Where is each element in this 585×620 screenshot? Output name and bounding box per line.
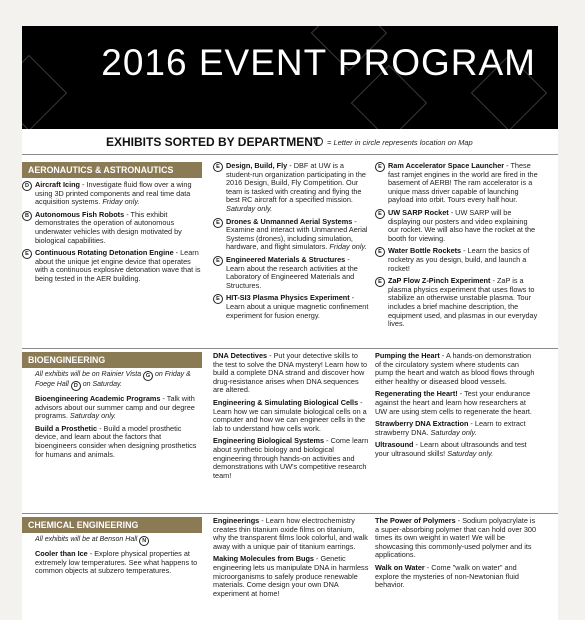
- exhibit-title: UW SARP Rocket: [388, 207, 449, 217]
- exhibit-desc: - ZaP is a plasma physics experiment that uses flows to stabilize an otherwise unstable plasma. Tour includes a brief machine description, the equipment used, and plasmas in our everyday lives.: [388, 276, 538, 329]
- circle-icon: [314, 137, 323, 146]
- section-bioengineering: [22, 352, 558, 512]
- column-1: [22, 517, 202, 580]
- exhibit-item: [375, 517, 539, 560]
- exhibit-item: [375, 277, 539, 329]
- exhibit-title: Pumping the Heart: [375, 351, 440, 360]
- exhibit-desc: - UW SARP will be displaying our posters and video explaining our rocket. We will also have the rocket at the booth for viewing.: [388, 207, 536, 243]
- exhibit-item: [375, 352, 539, 386]
- exhibit-title: Ram Accelerator Space Launcher: [388, 161, 505, 170]
- exhibit-title: Regenerating the Heart!: [375, 389, 458, 399]
- exhibit-item: [213, 555, 369, 598]
- exhibit-item: [22, 249, 202, 283]
- exhibit-title: Water Bottle Rockets: [388, 246, 462, 256]
- exhibit-desc: - Examine and interact with Unmanned Aerial Systems (drones), including simulation, hardware, and flight simulators.: [226, 216, 368, 252]
- exhibit-day: Saturday only.: [428, 427, 477, 437]
- location-letter: E: [22, 249, 32, 259]
- exhibit-desc: - Learn the basics of rocketry as you design, build, and launch a rocket!: [388, 246, 530, 273]
- section-chemical-engineering: [22, 517, 558, 617]
- section-aeronautics: [22, 162, 558, 342]
- dept-label-aeronautics: AERONAUTICS & ASTRONAUTICS: [22, 162, 202, 178]
- page-title: 2016 EVENT PROGRAM: [101, 42, 536, 83]
- location-letter: E: [213, 256, 223, 266]
- exhibit-item: [22, 181, 202, 207]
- exhibit-item: [213, 437, 369, 480]
- exhibit-item: [213, 294, 369, 320]
- exhibit-desc: - Come "walk on water" and explore the mysteries of non-Newtonian fluid behavior.: [375, 562, 519, 590]
- exhibit-item: [375, 209, 539, 243]
- location-letter: D: [22, 181, 32, 191]
- note-text: All exhibits will be on Rainier Vista: [35, 371, 142, 378]
- exhibit-desc: - Test your endurance against the heart and learn how researchers at UW are using stem cells to regenerate the heart.: [375, 389, 532, 416]
- exhibit-title: Design, Build, Fly: [226, 161, 288, 170]
- exhibit-item: [22, 425, 202, 459]
- exhibit-day: Saturday only.: [445, 448, 494, 458]
- exhibit-title: ZaP Flow Z-Pinch Experiment: [388, 276, 491, 286]
- exhibit-title: Walk on Water: [375, 562, 425, 572]
- exhibit-day: Saturday only.: [67, 411, 116, 421]
- exhibit-item: [22, 211, 202, 245]
- exhibit-title: Ultrasound: [375, 440, 414, 450]
- location-note: [22, 536, 202, 546]
- exhibit-title: Engineering & Simulating Biological Cells: [213, 397, 359, 407]
- exhibit-desc: - These fast ramjet engines in the world are fired in the basement of AERB! The ram accelerator is a unique mass driver capable of launching payload into orbit. Tours every half hour.: [388, 161, 538, 205]
- exhibit-title: Build a Prosthetic: [35, 423, 98, 433]
- exhibit-item: [375, 564, 539, 590]
- exhibit-title: Autonomous Fish Robots: [35, 209, 125, 219]
- exhibit-item: [375, 420, 539, 437]
- location-letter: B: [22, 211, 32, 221]
- exhibit-desc: - Learn about the research activities at the Laboratory of Engineered Materials and Structures.: [226, 254, 358, 290]
- exhibit-title: Bioengineering Academic Programs: [35, 394, 161, 403]
- exhibit-item: [375, 390, 539, 416]
- location-letter: E: [375, 162, 385, 172]
- exhibit-desc: - Come learn about synthetic biology and biological engineering through hands-on activities and demonstrations with UW's competitive research team!: [213, 436, 369, 480]
- exhibit-desc: - Learn to extract strawberry DNA.: [375, 419, 526, 437]
- location-letter: N: [139, 536, 149, 546]
- exhibit-title: DNA Detectives: [213, 351, 268, 360]
- exhibit-desc: - Learn how we can simulate biological cells on a computer and how we can engineer cells in the lab to understand how cells work.: [213, 397, 367, 433]
- header-banner: [22, 26, 558, 129]
- location-letter: G: [143, 371, 153, 381]
- note-text: All exhibits will be at Benson Hall: [35, 536, 138, 543]
- exhibit-title: Cooler than Ice: [35, 549, 88, 558]
- exhibit-desc: - Sodium polyacrylate is a super-absorbing polymer that can hold over 300 times its own weight in water! We will be showcasing this commonly-used polymer and its applications.: [375, 516, 537, 560]
- location-letter: E: [213, 218, 223, 228]
- location-note: [22, 371, 202, 391]
- divider: [22, 348, 558, 349]
- exhibit-desc: - Learn about a unique magnetic confinement experiment for fusion energy.: [226, 293, 369, 320]
- note-text: on Friday & Foege Hall: [35, 371, 191, 388]
- exhibit-title: The Power of Polymers: [375, 516, 456, 525]
- exhibit-desc: - DBF at UW is a student-run organization participating in the 2016 Design, Build, Fly Competition. Our team is tasked with creating and flying the best RC aircraft for a specified mission.: [226, 161, 366, 205]
- exhibit-item: [213, 517, 369, 551]
- exhibit-title: Aircraft Icing: [35, 180, 81, 189]
- exhibit-title: Continuous Rotating Detonation Engine: [35, 248, 174, 258]
- column-2: [213, 162, 369, 324]
- exhibit-item: [213, 162, 369, 214]
- exhibit-desc: - A hands-on demonstration of the circulatory system where students can pump the heart and watch as blood flows through either healthy or diseased blood vessels.: [375, 351, 535, 386]
- location-letter: E: [213, 294, 223, 304]
- exhibit-item: [22, 395, 202, 421]
- dept-label-chemical-engineering: CHEMICAL ENGINEERING: [22, 517, 202, 533]
- exhibit-item: [375, 247, 539, 273]
- exhibit-desc: - Learn how electrochemistry creates thin titanium oxide films on titanium, why the transparent films look colorful, and walk away with a unique pair of titanium earrings.: [213, 516, 368, 551]
- exhibit-title: Engineering Biological Systems: [213, 436, 325, 446]
- exhibit-day: Friday only.: [100, 197, 140, 207]
- dept-label-bioengineering: BIOENGINEERING: [22, 352, 202, 368]
- column-1: [22, 162, 202, 288]
- legend-text: = Letter in circle represents location on Map: [327, 138, 473, 147]
- exhibit-title: Engineerings: [213, 516, 260, 525]
- exhibit-item: [213, 399, 369, 433]
- exhibit-desc: - Investigate fluid flow over a wing using 3D printed components and real time data acquisition systems.: [35, 180, 192, 207]
- exhibit-item: [213, 256, 369, 290]
- decorative-diamond: [22, 55, 67, 129]
- exhibit-desc: - Learn about the unique jet engine device that operates with a continuous explosive detonation wave that is being tested in the AER building.: [35, 248, 201, 283]
- column-3: [375, 162, 539, 333]
- section-heading: EXHIBITS SORTED BY DEPARTMENT: [106, 135, 321, 149]
- exhibit-title: HIT-SI3 Plasma Physics Experiment: [226, 293, 350, 303]
- location-letter: E: [375, 209, 385, 219]
- divider: [22, 513, 558, 514]
- exhibit-title: Drones & Unmanned Aerial Systems: [226, 216, 353, 226]
- exhibit-item: [375, 162, 539, 205]
- exhibit-item: [375, 441, 539, 458]
- exhibit-item: [213, 218, 369, 252]
- column-2: [213, 352, 369, 484]
- exhibit-day: Saturday only.: [226, 203, 273, 213]
- column-1: [22, 352, 202, 463]
- exhibit-title: Engineered Materials & Structures: [226, 254, 346, 264]
- exhibit-title: Strawberry DNA Extraction: [375, 419, 469, 429]
- exhibit-desc: - Build a model prosthetic device, and learn about the factors that bioengineers consider when designing prosthetics for humans and animals.: [35, 423, 197, 459]
- exhibit-day: Friday only.: [327, 242, 367, 252]
- exhibit-title: Making Molecules from Bugs: [213, 554, 314, 564]
- subheader: [22, 133, 558, 151]
- program-page: [22, 26, 558, 620]
- column-3: [375, 517, 539, 594]
- exhibit-desc: - Put your detective skills to the test to solve the DNA mystery! Learn how to build a complete DNA strand and discover how drug-resistance arises when DNA sequences are altered.: [213, 351, 368, 395]
- exhibit-desc: - This exhibit demonstrates the operation of autonomous underwater vehicles with design motivated by biological capabilities.: [35, 209, 182, 245]
- exhibit-desc: - Talk with advisors about our summer camp and our degree programs.: [35, 394, 195, 421]
- location-letter: E: [375, 277, 385, 287]
- exhibit-desc: - Explore physical properties at extremely low temperatures. See what happens to common objects at subzero temperatures.: [35, 549, 198, 576]
- note-text: on Saturday.: [80, 381, 122, 388]
- location-letter: E: [213, 162, 223, 172]
- location-letter: E: [375, 247, 385, 257]
- exhibit-item: [213, 352, 369, 395]
- location-letter: D: [71, 381, 81, 391]
- exhibit-desc: - Learn about ultrasounds and test your ultrasound skills!: [375, 440, 527, 458]
- column-2: [213, 517, 369, 602]
- divider: [22, 154, 558, 155]
- exhibit-desc: - Genetic engineering lets us manipulate DNA in harmless microorganisms to safely produce renewable materials. Come design your own DNA experiment at home!: [213, 554, 369, 598]
- map-legend: [314, 137, 473, 147]
- column-3: [375, 352, 539, 463]
- exhibit-item: [22, 550, 202, 576]
